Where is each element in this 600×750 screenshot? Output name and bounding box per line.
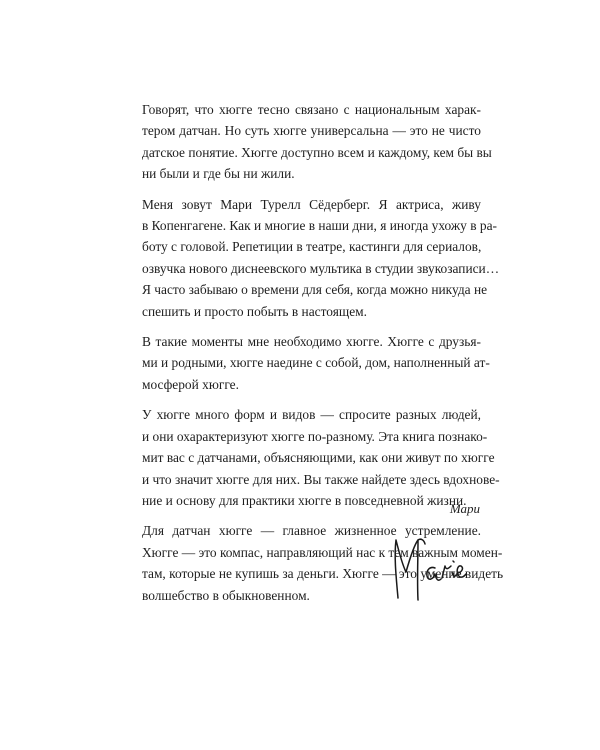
text-line: боту с головой. Репетиции в театре, кастинги для сериалов, (142, 239, 482, 255)
text-line: Говорят, что хюгге тесно связано с национальным харак- (142, 102, 481, 117)
text-line: мосферой хюгге. (142, 376, 239, 392)
text-line: там, которые не купишь за деньги. Хюгге — это умение видеть (142, 566, 504, 582)
text-line: тером датчан. Но суть хюгге универсальна — это не чисто (142, 123, 481, 139)
signoff: Мари (449, 501, 480, 516)
text-line: ние и основу для практики хюгге в повседневной жизни. (142, 492, 467, 508)
text-line: волшебство в обыкновенном. (142, 587, 310, 603)
text-line: и что значит хюгге для них. Вы также найдете здесь вдохнове- (142, 471, 500, 487)
text-line: Меня зовут Мари Турелл Сёдерберг. Я актриса, живу (142, 196, 481, 212)
text-line: и они охарактеризуют хюгге по-разному. Эта книга познако- (142, 428, 488, 444)
text-line: спешить и просто побыть в настоящем. (142, 303, 367, 319)
text-line: Хюгге — это компас, направляющий нас к тем важным момен- (142, 544, 503, 560)
text-line: Для датчан хюгге — главное жизненное устремление. (142, 523, 481, 539)
paragraph (119, 99, 492, 185)
text-line: ми и родными, хюгге наедине с собой, дом, наполненный ат- (142, 355, 490, 371)
paragraph (119, 404, 500, 511)
text-line: Я часто забываю о времени для себя, когда можно никуда не (142, 282, 488, 298)
paragraph (119, 331, 490, 395)
text-line: озвучка нового диснеевского мультика в студии звукозаписи… (142, 260, 500, 276)
text-line: в Копенгагене. Как и многие в наши дни, я иногда ухожу в ра- (142, 218, 497, 234)
text-line: мит вас с датчанами, объясняющими, как они живут по хюгге (142, 450, 495, 466)
text-line: ни были и где бы ни жили. (142, 166, 295, 182)
handwritten-signature (388, 528, 468, 614)
paragraph (119, 194, 500, 322)
text-line: датское понятие. Хюгге доступно всем и каждому, кем бы вы (142, 144, 492, 160)
text-line: В такие моменты мне необходимо хюгге. Хюгге с друзья- (142, 334, 481, 350)
text-line: У хюгге много форм и видов — спросите разных людей, (142, 407, 481, 423)
